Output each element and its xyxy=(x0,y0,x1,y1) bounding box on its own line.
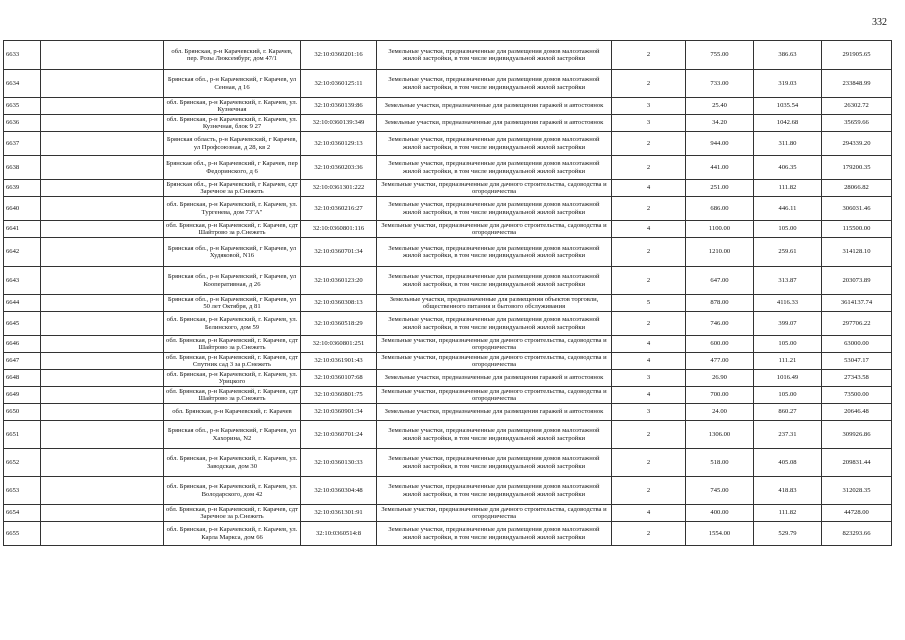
specific-value-cell: 1016.49 xyxy=(754,370,822,387)
blank-cell xyxy=(41,522,164,546)
table-row xyxy=(4,404,892,421)
row-number: 6644 xyxy=(4,295,41,312)
land-use-cell: Земельные участки, предназначенные для размещения домов малоэтажной жилой застройки, в том числе индивидуальной жилой застройки xyxy=(377,421,612,449)
cadastral-number-cell: 32:10:0360130:33 xyxy=(301,449,377,477)
cadastral-number-cell: 32:10:0361301:222 xyxy=(301,180,377,197)
area-cell: 24.00 xyxy=(686,404,754,421)
land-use-cell: Земельные участки, предназначенные для размещения домов малоэтажной жилой застройки, в том числе индивидуальной жилой застройки xyxy=(377,41,612,70)
blank-cell xyxy=(41,370,164,387)
group-cell: 2 xyxy=(612,132,686,156)
page-number: 332 xyxy=(872,17,887,28)
land-use-cell: Земельные участки, предназначенные для размещения домов малоэтажной жилой застройки, в том числе индивидуальной жилой застройки xyxy=(377,522,612,546)
cadastral-number-cell: 32:10:0360701:34 xyxy=(301,238,377,267)
group-cell: 2 xyxy=(612,41,686,70)
area-cell: 600.00 xyxy=(686,336,754,353)
address-cell: обл. Брянская, р-н Карачевский, г. Карачев xyxy=(164,404,301,421)
blank-cell xyxy=(41,197,164,221)
land-use-cell: Земельные участки, предназначенные для размещения домов малоэтажной жилой застройки, в том числе индивидуальной жилой застройки xyxy=(377,70,612,98)
cadastral-value-cell: 44728.00 xyxy=(822,505,892,522)
area-cell: 733.00 xyxy=(686,70,754,98)
cadastral-value-cell: 823293.66 xyxy=(822,522,892,546)
land-use-cell: Земельные участки, предназначенные для дачного строительства, садоводства и огородничества xyxy=(377,336,612,353)
address-cell: Брянская обл., р-н Карачевский, г Карачев, ул Кооперативная, д 26 xyxy=(164,267,301,295)
table-row xyxy=(4,238,892,267)
address-cell: Брянская обл., р-н Карачевский, г Карачев, ул Худяковой, N16 xyxy=(164,238,301,267)
row-number: 6634 xyxy=(4,70,41,98)
address-cell: обл. Брянская, р-н Карачевский, г. Карачев, ул. Володарского, дом 42 xyxy=(164,477,301,505)
cadastral-number-cell: 32:10:0360125:11 xyxy=(301,70,377,98)
cadastral-value-cell: 209831.44 xyxy=(822,449,892,477)
blank-cell xyxy=(41,477,164,505)
group-cell: 3 xyxy=(612,115,686,132)
land-use-cell: Земельные участки, предназначенные для размещения домов малоэтажной жилой застройки, в том числе индивидуальной жилой застройки xyxy=(377,132,612,156)
specific-value-cell: 529.79 xyxy=(754,522,822,546)
address-cell: обл. Брянская, р-н Карачевский, г. Карачев, ул. Тургенева, дом 73"А" xyxy=(164,197,301,221)
table-row xyxy=(4,267,892,295)
specific-value-cell: 105.00 xyxy=(754,336,822,353)
row-number: 6645 xyxy=(4,312,41,336)
cadastral-value-cell: 28066.82 xyxy=(822,180,892,197)
cadastral-number-cell: 32:10:0361901:43 xyxy=(301,353,377,370)
blank-cell xyxy=(41,180,164,197)
group-cell: 2 xyxy=(612,522,686,546)
row-number: 6633 xyxy=(4,41,41,70)
area-cell: 746.00 xyxy=(686,312,754,336)
blank-cell xyxy=(41,387,164,404)
row-number: 6639 xyxy=(4,180,41,197)
table-row xyxy=(4,197,892,221)
cadastral-value-cell: 63000.00 xyxy=(822,336,892,353)
blank-cell xyxy=(41,221,164,238)
group-cell: 4 xyxy=(612,387,686,404)
table-row xyxy=(4,295,892,312)
cadastral-value-cell: 312028.35 xyxy=(822,477,892,505)
row-number: 6635 xyxy=(4,98,41,115)
specific-value-cell: 4116.33 xyxy=(754,295,822,312)
cadastral-number-cell: 32:10:0360308:13 xyxy=(301,295,377,312)
blank-cell xyxy=(41,449,164,477)
group-cell: 4 xyxy=(612,505,686,522)
address-cell: обл. Брянская, р-н Карачевский, г. Карачев, ул. Белинского, дом 59 xyxy=(164,312,301,336)
specific-value-cell: 111.82 xyxy=(754,180,822,197)
address-cell: обл. Брянская, р-н Карачевский, г. Карачев, сдт Шайтрово за р.Снежеть xyxy=(164,336,301,353)
row-number: 6637 xyxy=(4,132,41,156)
specific-value-cell: 1035.54 xyxy=(754,98,822,115)
cadastral-number-cell: 32:10:0360514:8 xyxy=(301,522,377,546)
area-cell: 25.40 xyxy=(686,98,754,115)
group-cell: 2 xyxy=(612,449,686,477)
land-use-cell: Земельные участки, предназначенные для размещения домов малоэтажной жилой застройки, в том числе индивидуальной жилой застройки xyxy=(377,477,612,505)
row-number: 6652 xyxy=(4,449,41,477)
specific-value-cell: 111.21 xyxy=(754,353,822,370)
blank-cell xyxy=(41,156,164,180)
land-use-cell: Земельные участки, предназначенные для дачного строительства, садоводства и огородничества xyxy=(377,387,612,404)
address-cell: Брянская обл., р-н Карачевский, г Карачев, ул 50 лет Октября, д 81 xyxy=(164,295,301,312)
table-row xyxy=(4,156,892,180)
table-row xyxy=(4,41,892,70)
table-row xyxy=(4,387,892,404)
group-cell: 4 xyxy=(612,353,686,370)
specific-value-cell: 105.00 xyxy=(754,221,822,238)
group-cell: 3 xyxy=(612,370,686,387)
address-cell: обл. Брянская, р-н Карачевский, г. Карачев, ул. Кузнечная, блок 9 27 xyxy=(164,115,301,132)
table-row xyxy=(4,421,892,449)
land-use-cell: Земельные участки, предназначенные для дачного строительства, садоводства и огородничества xyxy=(377,221,612,238)
blank-cell xyxy=(41,267,164,295)
address-cell: Брянская обл., р-н Карачевский, г Карачев, сдт Заречное за р.Снежеть xyxy=(164,180,301,197)
address-cell: обл. Брянская, р-н Карачевский, г. Карачев, сдт Шайтрово за р.Снежеть xyxy=(164,221,301,238)
row-number: 6638 xyxy=(4,156,41,180)
table-row xyxy=(4,449,892,477)
table-row xyxy=(4,115,892,132)
cadastral-value-cell: 306031.46 xyxy=(822,197,892,221)
cadastral-number-cell: 32:10:0360107:68 xyxy=(301,370,377,387)
address-cell: обл. Брянская, р-н Карачевский, г. Карачев, ул. Заводская, дом 30 xyxy=(164,449,301,477)
area-cell: 34.20 xyxy=(686,115,754,132)
land-use-cell: Земельные участки, предназначенные для размещения домов малоэтажной жилой застройки, в том числе индивидуальной жилой застройки xyxy=(377,267,612,295)
row-number: 6650 xyxy=(4,404,41,421)
cadastral-value-cell: 297706.22 xyxy=(822,312,892,336)
specific-value-cell: 313.87 xyxy=(754,267,822,295)
address-cell: обл. Брянская, р-н Карачевский, г. Карачев, ул. Карла Маркса, дом 66 xyxy=(164,522,301,546)
land-use-cell: Земельные участки, предназначенные для размещения домов малоэтажной жилой застройки, в том числе индивидуальной жилой застройки xyxy=(377,156,612,180)
area-cell: 686.00 xyxy=(686,197,754,221)
group-cell: 4 xyxy=(612,336,686,353)
specific-value-cell: 860.27 xyxy=(754,404,822,421)
area-cell: 26.90 xyxy=(686,370,754,387)
blank-cell xyxy=(41,132,164,156)
row-number: 6646 xyxy=(4,336,41,353)
cadastral-value-cell: 115500.00 xyxy=(822,221,892,238)
row-number: 6636 xyxy=(4,115,41,132)
area-cell: 477.00 xyxy=(686,353,754,370)
cadastral-number-cell: 32:10:0360901:34 xyxy=(301,404,377,421)
specific-value-cell: 399.07 xyxy=(754,312,822,336)
address-cell: обл. Брянская, р-н Карачевский, г. Карачев, сдт Заречное за р.Снежеть xyxy=(164,505,301,522)
group-cell: 5 xyxy=(612,295,686,312)
cadastral-number-cell: 32:10:0360201:16 xyxy=(301,41,377,70)
blank-cell xyxy=(41,505,164,522)
land-use-cell: Земельные участки, предназначенные для размещения домов малоэтажной жилой застройки, в том числе индивидуальной жилой застройки xyxy=(377,449,612,477)
address-cell: обл. Брянская, р-н Карачевский, г. Карачев, пер. Розы Люксембург, дом 47/1 xyxy=(164,41,301,70)
row-number: 6651 xyxy=(4,421,41,449)
cadastral-value-cell: 53047.17 xyxy=(822,353,892,370)
cadastral-number-cell: 32:10:0360139:86 xyxy=(301,98,377,115)
address-cell: обл. Брянская, р-н Карачевский, г. Карачев, ул. Кузнечная xyxy=(164,98,301,115)
area-cell: 441.00 xyxy=(686,156,754,180)
group-cell: 2 xyxy=(612,421,686,449)
cadastral-number-cell: 32:10:0360203:36 xyxy=(301,156,377,180)
row-number: 6640 xyxy=(4,197,41,221)
group-cell: 2 xyxy=(612,197,686,221)
blank-cell xyxy=(41,421,164,449)
cadastral-number-cell: 32:10:0361301:91 xyxy=(301,505,377,522)
area-cell: 518.00 xyxy=(686,449,754,477)
cadastral-number-cell: 32:10:0360123:20 xyxy=(301,267,377,295)
area-cell: 1100.00 xyxy=(686,221,754,238)
table-row xyxy=(4,336,892,353)
specific-value-cell: 237.31 xyxy=(754,421,822,449)
cadastral-value-cell: 291905.65 xyxy=(822,41,892,70)
cadastral-value-cell: 233848.99 xyxy=(822,70,892,98)
specific-value-cell: 446.11 xyxy=(754,197,822,221)
table-row xyxy=(4,522,892,546)
land-use-cell: Земельные участки, предназначенные для дачного строительства, садоводства и огородничества xyxy=(377,505,612,522)
blank-cell xyxy=(41,41,164,70)
land-use-cell: Земельные участки, предназначенные для размещения домов малоэтажной жилой застройки, в том числе индивидуальной жилой застройки xyxy=(377,312,612,336)
cadastral-value-cell: 294339.20 xyxy=(822,132,892,156)
table-row xyxy=(4,370,892,387)
cadastral-number-cell: 32:10:0360801:251 xyxy=(301,336,377,353)
cadastral-value-cell: 203073.89 xyxy=(822,267,892,295)
row-number: 6648 xyxy=(4,370,41,387)
specific-value-cell: 259.61 xyxy=(754,238,822,267)
cadastral-number-cell: 32:10:0360518:29 xyxy=(301,312,377,336)
group-cell: 4 xyxy=(612,180,686,197)
table-row xyxy=(4,70,892,98)
area-cell: 1554.00 xyxy=(686,522,754,546)
table-row xyxy=(4,221,892,238)
land-use-cell: Земельные участки, предназначенные для размещения гаражей и автостоянок xyxy=(377,115,612,132)
blank-cell xyxy=(41,353,164,370)
specific-value-cell: 319.03 xyxy=(754,70,822,98)
land-use-cell: Земельные участки, предназначенные для размещения домов малоэтажной жилой застройки, в том числе индивидуальной жилой застройки xyxy=(377,197,612,221)
specific-value-cell: 386.63 xyxy=(754,41,822,70)
group-cell: 3 xyxy=(612,404,686,421)
area-cell: 251.00 xyxy=(686,180,754,197)
group-cell: 2 xyxy=(612,477,686,505)
cadastral-value-cell: 73500.00 xyxy=(822,387,892,404)
group-cell: 4 xyxy=(612,221,686,238)
blank-cell xyxy=(41,238,164,267)
cadastral-number-cell: 32:10:0360304:48 xyxy=(301,477,377,505)
land-use-cell: Земельные участки, предназначенные для размещения гаражей и автостоянок xyxy=(377,370,612,387)
row-number: 6643 xyxy=(4,267,41,295)
cadastral-number-cell: 32:10:0360801:75 xyxy=(301,387,377,404)
land-use-cell: Земельные участки, предназначенные для размещения объектов торговли, общественного питания и бытового обслуживания xyxy=(377,295,612,312)
group-cell: 2 xyxy=(612,70,686,98)
group-cell: 2 xyxy=(612,312,686,336)
cadastral-value-cell: 35659.66 xyxy=(822,115,892,132)
cadastral-number-cell: 32:10:0360701:24 xyxy=(301,421,377,449)
cadastral-value-cell: 314128.10 xyxy=(822,238,892,267)
area-cell: 944.00 xyxy=(686,132,754,156)
row-number: 6653 xyxy=(4,477,41,505)
table-row xyxy=(4,312,892,336)
area-cell: 755.00 xyxy=(686,41,754,70)
specific-value-cell: 111.82 xyxy=(754,505,822,522)
table-row xyxy=(4,353,892,370)
specific-value-cell: 405.08 xyxy=(754,449,822,477)
area-cell: 878.00 xyxy=(686,295,754,312)
land-valuation-table xyxy=(3,40,892,546)
cadastral-number-cell: 32:10:0360139:349 xyxy=(301,115,377,132)
area-cell: 1210.00 xyxy=(686,238,754,267)
cadastral-number-cell: 32:10:0360801:116 xyxy=(301,221,377,238)
area-cell: 400.00 xyxy=(686,505,754,522)
specific-value-cell: 311.80 xyxy=(754,132,822,156)
row-number: 6642 xyxy=(4,238,41,267)
blank-cell xyxy=(41,312,164,336)
table-row xyxy=(4,132,892,156)
cadastral-value-cell: 26302.72 xyxy=(822,98,892,115)
cadastral-value-cell: 3614137.74 xyxy=(822,295,892,312)
table-row xyxy=(4,180,892,197)
land-use-cell: Земельные участки, предназначенные для размещения гаражей и автостоянок xyxy=(377,404,612,421)
cadastral-value-cell: 20646.48 xyxy=(822,404,892,421)
cadastral-number-cell: 32:10:0360129:13 xyxy=(301,132,377,156)
specific-value-cell: 105.00 xyxy=(754,387,822,404)
group-cell: 2 xyxy=(612,156,686,180)
address-cell: Брянская область, р-н Карачевский, г Карачев, ул Профсоюзная, д 28, кв 2 xyxy=(164,132,301,156)
address-cell: Брянская обл., р-н Карачевский, г Карачев, пер Федоринского, д 6 xyxy=(164,156,301,180)
table-body xyxy=(4,41,892,546)
table-row xyxy=(4,98,892,115)
row-number: 6647 xyxy=(4,353,41,370)
row-number: 6641 xyxy=(4,221,41,238)
group-cell: 2 xyxy=(612,238,686,267)
cadastral-value-cell: 309926.86 xyxy=(822,421,892,449)
area-cell: 1306.00 xyxy=(686,421,754,449)
blank-cell xyxy=(41,98,164,115)
specific-value-cell: 418.83 xyxy=(754,477,822,505)
address-cell: обл. Брянская, р-н Карачевский, г. Карачев, сдт Шайтрово за р.Снежеть xyxy=(164,387,301,404)
row-number: 6654 xyxy=(4,505,41,522)
blank-cell xyxy=(41,70,164,98)
blank-cell xyxy=(41,295,164,312)
land-use-cell: Земельные участки, предназначенные для дачного строительства, садоводства и огородничества xyxy=(377,180,612,197)
area-cell: 745.00 xyxy=(686,477,754,505)
blank-cell xyxy=(41,404,164,421)
table-row xyxy=(4,505,892,522)
area-cell: 700.00 xyxy=(686,387,754,404)
specific-value-cell: 1042.68 xyxy=(754,115,822,132)
address-cell: Брянская обл., р-н Карачевский, г Карачев, ул Сенная, д 16 xyxy=(164,70,301,98)
cadastral-value-cell: 27343.58 xyxy=(822,370,892,387)
land-use-cell: Земельные участки, предназначенные для дачного строительства, садоводства и огородничества xyxy=(377,353,612,370)
cadastral-value-cell: 179200.35 xyxy=(822,156,892,180)
blank-cell xyxy=(41,336,164,353)
address-cell: обл. Брянская, р-н Карачевский, г. Карачев, сдт Спутник сад 3 за р.Снежеть xyxy=(164,353,301,370)
blank-cell xyxy=(41,115,164,132)
address-cell: Брянская обл., р-н Карачевский, г Карачев, ул Хахорина, N2 xyxy=(164,421,301,449)
group-cell: 2 xyxy=(612,267,686,295)
area-cell: 647.00 xyxy=(686,267,754,295)
specific-value-cell: 406.35 xyxy=(754,156,822,180)
land-use-cell: Земельные участки, предназначенные для размещения домов малоэтажной жилой застройки, в том числе индивидуальной жилой застройки xyxy=(377,238,612,267)
cadastral-number-cell: 32:10:0360216:27 xyxy=(301,197,377,221)
address-cell: обл. Брянская, р-н Карачевский, г. Карачев, ул. Урицкого xyxy=(164,370,301,387)
group-cell: 3 xyxy=(612,98,686,115)
land-use-cell: Земельные участки, предназначенные для размещения гаражей и автостоянок xyxy=(377,98,612,115)
row-number: 6649 xyxy=(4,387,41,404)
table-row xyxy=(4,477,892,505)
row-number: 6655 xyxy=(4,522,41,546)
